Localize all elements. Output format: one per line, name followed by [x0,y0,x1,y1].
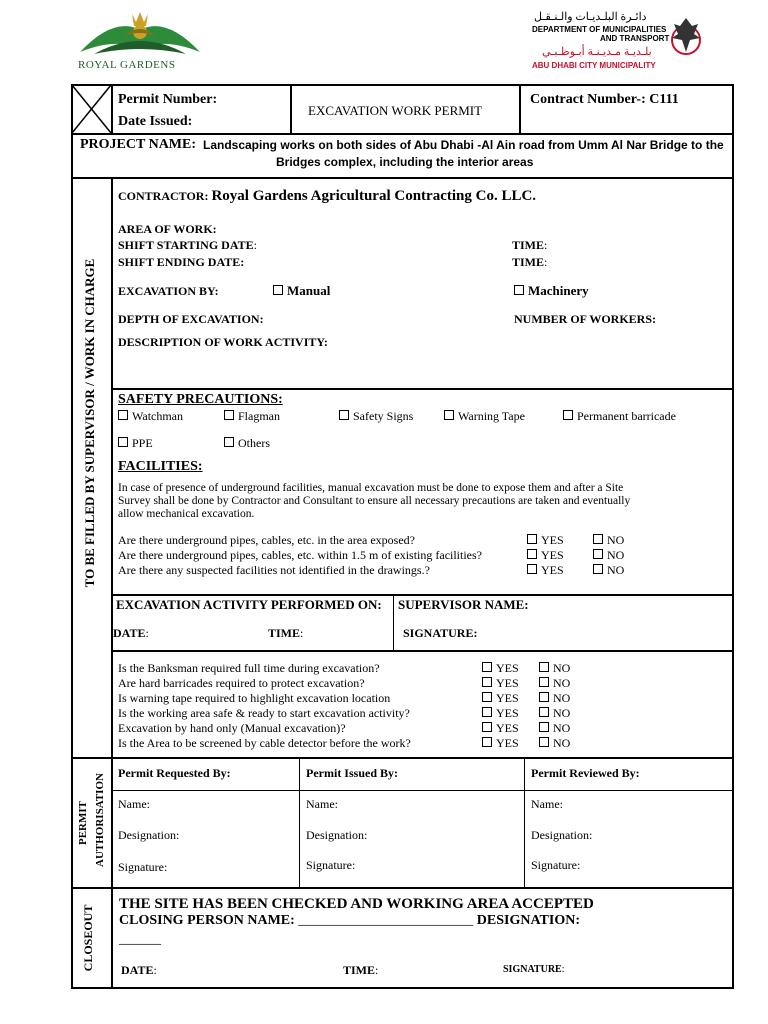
municipality-english-line-3: ABU DHABI CITY MUNICIPALITY [532,61,656,70]
safety-title: SAFETY PRECAUTIONS: [118,392,283,407]
facilities-para-line-1: In case of presence of underground facilities, manual excavation must be done to expose them and after a Site [118,482,624,494]
closeout-date-label: DATE [121,963,154,977]
time-1-label: TIME [512,238,545,252]
shift-start-colon: : [253,238,257,252]
check-1-yes[interactable] [482,661,519,675]
time-2-label: TIME [512,255,545,269]
check-4-yes-checkbox[interactable] [482,707,492,717]
check-5-yes-label: YES [496,721,519,735]
check-2-no-checkbox[interactable] [539,677,549,687]
time-2-row [512,255,547,269]
check-6-yes[interactable] [482,736,519,750]
contract-number: Contract Number-: C111 [530,92,679,107]
contractor-value: Royal Gardens Agricultural Contracting Co. LLC. [211,188,537,204]
facility-2-yes[interactable] [527,548,564,562]
contractor-row [118,188,536,205]
closing-person-blank[interactable]: _________________________ [298,913,474,928]
closeout-date-row [121,963,157,977]
issued-designation-label: Designation: [306,828,368,842]
permanent-barricade-label: Permanent barricade [577,409,676,423]
activity-date-colon: : [145,626,149,640]
safety-signs-label: Safety Signs [353,409,414,423]
permit-requested-by-label: Permit Requested By: [118,766,231,780]
facilities-para-line-2: Survey shall be done by Contractor and Consultant to ensure all necessary precautions are taken and eventually [118,495,631,507]
area-of-work-label: AREA OF WORK: [118,222,217,236]
depth-label: DEPTH OF EXCAVATION: [118,312,264,326]
check-5-no[interactable] [539,721,570,735]
facility-1-yes-checkbox[interactable] [527,534,537,544]
closeout-time-colon: : [375,963,379,977]
activity-time-row [268,626,303,640]
closeout-time-label: TIME [343,963,376,977]
supervisor-side-label: TO BE FILLED BY SUPERVISOR / WORK IN CHARGE [82,258,97,588]
safety-ppe[interactable] [118,436,153,450]
facility-3-yes-checkbox[interactable] [527,564,537,574]
watchman-checkbox[interactable] [118,410,128,420]
facility-2-no-checkbox[interactable] [593,549,603,559]
shift-start-row [118,238,257,252]
check-4-no[interactable] [539,706,570,720]
check-question-6: Is the Area to be screened by cable detector before the work? [118,736,411,750]
check-3-yes-checkbox[interactable] [482,692,492,702]
facility-3-no-checkbox[interactable] [593,564,603,574]
facility-question-3: Are there any suspected facilities not identified in the drawings.? [118,563,430,577]
permanent-barricade-checkbox[interactable] [563,410,573,420]
warning-tape-label: Warning Tape [458,409,525,423]
check-2-yes-label: YES [496,676,519,690]
check-1-no-checkbox[interactable] [539,662,549,672]
issued-signature-label: Signature: [306,858,356,872]
facility-3-yes[interactable] [527,563,564,577]
date-issued-label: Date Issued: [118,114,193,129]
description-label: DESCRIPTION OF WORK ACTIVITY: [118,335,328,349]
ppe-label: PPE [132,436,153,450]
facility-2-yes-label: YES [541,548,564,562]
safety-flagman[interactable] [224,409,280,423]
permit-reviewed-by-label: Permit Reviewed By: [531,766,640,780]
check-question-1: Is the Banksman required full time during excavation? [118,661,380,675]
project-name-line-1: Landscaping works on both sides of Abu Dhabi -Al Ain road from Umm Al Nar Bridge to the [203,138,724,152]
cross-mark-icon [72,85,111,133]
facilities-title: FACILITIES: [118,459,203,474]
closeout-signature-row [503,963,565,977]
closeout-dash: ______ [119,932,161,947]
check-3-yes[interactable] [482,691,519,705]
check-4-no-label: NO [553,706,571,720]
time-1-colon: : [544,238,548,252]
facility-1-yes-label: YES [541,533,564,547]
time-2-colon: : [544,255,548,269]
check-1-no-label: NO [553,661,571,675]
closeout-signature-colon: : [561,964,565,975]
closing-person-row [119,913,580,929]
check-2-yes[interactable] [482,676,519,690]
facility-2-yes-checkbox[interactable] [527,549,537,559]
facility-1-no-label: NO [607,533,625,547]
machinery-option[interactable] [514,283,589,298]
check-4-yes[interactable] [482,706,519,720]
project-name-label: PROJECT NAME: [80,137,197,152]
check-1-no[interactable] [539,661,570,675]
facility-1-yes[interactable] [527,533,564,547]
supervisor-name-label: SUPERVISOR NAME: [398,597,529,612]
check-1-yes-checkbox[interactable] [482,662,492,672]
project-name-line-2: Bridges complex, including the interior areas [276,155,534,169]
reviewed-name-label: Name: [531,797,563,811]
contractor-label: CONTRACTOR: [118,189,209,203]
permit-side-label: PERMIT [77,801,89,845]
safety-warning-tape[interactable] [444,409,525,423]
permit-issued-by-label: Permit Issued By: [306,766,398,780]
check-6-yes-checkbox[interactable] [482,737,492,747]
check-4-no-checkbox[interactable] [539,707,549,717]
flagman-checkbox[interactable] [224,410,234,420]
safety-others[interactable] [224,436,270,450]
safety-signs[interactable] [339,409,413,423]
facility-1-no-checkbox[interactable] [593,534,603,544]
workers-label: NUMBER OF WORKERS: [514,312,657,326]
municipality-english-line-1: DEPARTMENT OF MUNICIPALITIES [532,25,667,34]
check-question-4: Is the working area safe & ready to start excavation activity? [118,706,410,720]
closeout-side-label: CLOSEOUT [81,904,95,972]
check-4-yes-label: YES [496,706,519,720]
facilities-para-line-3: allow mechanical excavation. [118,508,255,520]
facility-question-2: Are there underground pipes, cables, etc. within 1.5 m of existing facilities? [118,548,483,562]
check-question-2: Are hard barricades required to protect excavation? [118,676,365,690]
check-question-5: Excavation by hand only (Manual excavation)? [118,721,346,735]
activity-performed-on-label: EXCAVATION ACTIVITY PERFORMED ON: [116,597,382,612]
requested-designation-label: Designation: [118,828,180,842]
excavation-by-label: EXCAVATION BY: [118,284,219,298]
requested-signature-label: Signature: [118,860,168,874]
municipality-arabic-line-2: بلـديـة مـديـنـة أبـوظـبـي [542,46,652,58]
manual-checkbox[interactable] [273,285,283,295]
closeout-signature-label: SIGNATURE [503,964,562,975]
check-question-3: Is warning tape required to highlight excavation location [118,691,391,705]
time-1-row [512,238,547,252]
check-5-no-label: NO [553,721,571,735]
facility-1-no[interactable] [593,533,624,547]
manual-option[interactable] [273,283,330,298]
check-3-no-label: NO [553,691,571,705]
check-2-no[interactable] [539,676,570,690]
authorisation-side-label: AUTHORISATION [94,773,106,867]
reviewed-signature-label: Signature: [531,858,581,872]
royal-gardens-emblem-icon [74,8,206,64]
flagman-label: Flagman [238,409,280,423]
closeout-time-row [343,963,378,977]
check-1-yes-label: YES [496,661,519,675]
others-checkbox[interactable] [224,437,234,447]
manual-label: Manual [287,283,331,298]
requested-name-label: Name: [118,797,150,811]
facility-2-no-label: NO [607,548,625,562]
municipality-arabic-line-1: دائـرة البلـديـات والـنـقـل [534,11,647,23]
facility-3-no-label: NO [607,563,625,577]
closeout-heading: THE SITE HAS BEEN CHECKED AND WORKING AREA ACCEPTED [119,896,594,912]
check-3-yes-label: YES [496,691,519,705]
machinery-label: Machinery [528,283,589,298]
facility-question-1: Are there underground pipes, cables, etc. in the area exposed? [118,533,415,547]
facility-2-no[interactable] [593,548,624,562]
municipality-logo [528,10,708,72]
check-3-no[interactable] [539,691,570,705]
check-5-no-checkbox[interactable] [539,722,549,732]
check-5-yes-checkbox[interactable] [482,722,492,732]
permit-number-label: Permit Number: [118,92,218,107]
activity-signature-label: SIGNATURE: [403,626,478,640]
municipality-english-line-2: AND TRANSPORT [600,34,670,43]
safety-permanent-barricade[interactable] [563,409,676,423]
reviewed-designation-label: Designation: [531,828,593,842]
check-6-yes-label: YES [496,736,519,750]
closing-person-label: CLOSING PERSON NAME: [119,913,295,928]
check-3-no-checkbox[interactable] [539,692,549,702]
activity-date-row [113,626,149,640]
shift-end-label: SHIFT ENDING DATE: [118,255,245,269]
check-6-no-checkbox[interactable] [539,737,549,747]
check-6-no[interactable] [539,736,570,750]
activity-time-colon: : [300,626,304,640]
facility-3-yes-label: YES [541,563,564,577]
safety-watchman[interactable] [118,409,183,423]
activity-time-label: TIME [268,626,301,640]
safety-signs-checkbox[interactable] [339,410,349,420]
check-5-yes[interactable] [482,721,519,735]
shift-start-label: SHIFT STARTING DATE [118,238,254,252]
closing-designation-label: DESIGNATION: [476,913,580,928]
facility-3-no[interactable] [593,563,624,577]
check-2-no-label: NO [553,676,571,690]
ppe-checkbox[interactable] [118,437,128,447]
machinery-checkbox[interactable] [514,285,524,295]
warning-tape-checkbox[interactable] [444,410,454,420]
check-2-yes-checkbox[interactable] [482,677,492,687]
watchman-label: Watchman [132,409,184,423]
royal-gardens-logo-text: ROYAL GARDENS [78,59,176,71]
falcon-emblem-icon [668,14,704,58]
issued-name-label: Name: [306,797,338,811]
others-label: Others [238,436,270,450]
permit-title: EXCAVATION WORK PERMIT [308,103,483,118]
activity-date-label: DATE [113,626,146,640]
royal-gardens-logo [74,8,206,76]
closeout-date-colon: : [153,963,157,977]
check-6-no-label: NO [553,736,571,750]
